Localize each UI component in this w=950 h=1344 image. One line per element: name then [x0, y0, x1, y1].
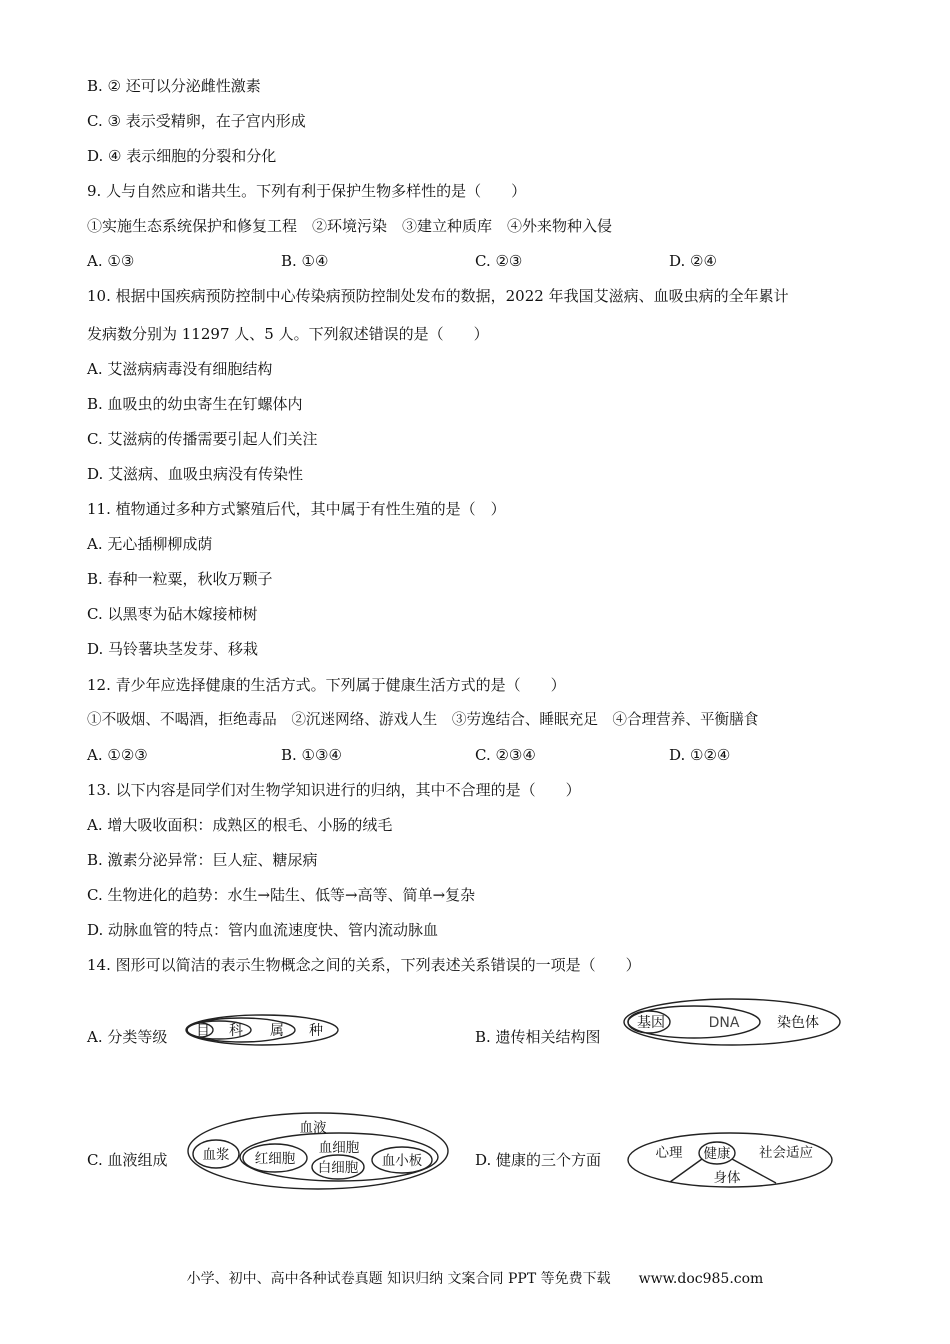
diagram-b-genetics — [622, 996, 844, 1048]
diagram-a-label: A. 分类等级 — [87, 1028, 168, 1046]
q11-option-c: C. 以黑枣为砧木嫁接柿树 — [87, 605, 258, 623]
q9-option-b: B. ①④ — [281, 252, 329, 270]
q12-option-a: A. ①②③ — [87, 746, 148, 764]
diagram-c-blood — [186, 1110, 450, 1192]
word-shu: 属 — [270, 1023, 284, 1039]
diagram-a-taxonomy — [185, 1010, 345, 1050]
word-plasma: 血浆 — [202, 1147, 230, 1163]
q8-option-b: B. ② 还可以分泌雌性激素 — [87, 77, 261, 95]
q10-option-a: A. 艾滋病病毒没有细胞结构 — [87, 360, 273, 378]
word-blood: 血液 — [299, 1120, 327, 1136]
word-dna: DNA — [708, 1015, 740, 1031]
q13-stem: 13. 以下内容是同学们对生物学知识进行的归纳，其中不合理的是（ ） — [87, 781, 581, 799]
q9-option-d: D. ②④ — [669, 252, 717, 270]
q10-option-c: C. 艾滋病的传播需要引起人们关注 — [87, 430, 318, 448]
q10-option-b: B. 血吸虫的幼虫寄生在钉螺体内 — [87, 395, 303, 413]
word-gene: 基因 — [637, 1015, 665, 1031]
q10-option-d: D. 艾滋病、血吸虫病没有传染性 — [87, 465, 304, 483]
word-mu: 目 — [196, 1023, 210, 1039]
q10-stem-line2: 发病数分别为 11297 人、5 人。下列叙述错误的是（ ） — [87, 325, 489, 343]
q12-option-c: C. ②③④ — [475, 746, 536, 764]
word-health: 健康 — [703, 1146, 731, 1162]
q13-option-c: C. 生物进化的趋势：水生→陆生、低等→高等、简单→复杂 — [87, 886, 476, 904]
diagram-b-label: B. 遗传相关结构图 — [475, 1028, 601, 1046]
q10-stem-line1: 10. 根据中国疾病预防控制中心传染病预防控制处发布的数据，2022 年我国艾滋病、血吸虫病的全年累计 — [87, 287, 789, 305]
word-platelet: 血小板 — [381, 1153, 423, 1169]
q8-option-d: D. ④ 表示细胞的分裂和分化 — [87, 147, 277, 165]
diagram-d-label: D. 健康的三个方面 — [475, 1151, 602, 1169]
q8-option-c: C. ③ 表示受精卵，在子宫内形成 — [87, 112, 306, 130]
q12-statements: ①不吸烟、不喝酒，拒绝毒品 ②沉迷网络、游戏人生 ③劳逸结合、睡眠充足 ④合理营养、平衡膳食 — [87, 711, 759, 728]
q11-stem: 11. 植物通过多种方式繁殖后代，其中属于有性生殖的是（ ） — [87, 500, 506, 518]
q12-stem: 12. 青少年应选择健康的生活方式。下列属于健康生活方式的是（ ） — [87, 676, 566, 694]
q11-option-a: A. 无心插柳柳成荫 — [87, 535, 213, 553]
word-ke: 科 — [229, 1023, 243, 1039]
word-rbc: 红细胞 — [254, 1151, 296, 1167]
word-blood-cells: 血细胞 — [318, 1140, 360, 1156]
word-body: 身体 — [713, 1170, 741, 1186]
diagram-c-label: C. 血液组成 — [87, 1151, 168, 1169]
word-social: 社会适应 — [759, 1145, 813, 1161]
q9-option-c: C. ②③ — [475, 252, 523, 270]
q9-option-a: A. ①③ — [87, 252, 135, 270]
q14-stem: 14. 图形可以简洁的表示生物概念之间的关系，下列表述关系错误的一项是（ ） — [87, 956, 641, 974]
q13-option-b: B. 激素分泌异常：巨人症、糖尿病 — [87, 851, 318, 869]
q9-statements: ①实施生态系统保护和修复工程 ②环境污染 ③建立种质库 ④外来物种入侵 — [87, 217, 613, 235]
word-chromosome: 染色体 — [777, 1015, 819, 1031]
q13-option-d: D. 动脉血管的特点：管内血流速度快、管内流动脉血 — [87, 921, 439, 939]
q12-option-b: B. ①③④ — [281, 746, 342, 764]
diagram-d-health — [626, 1130, 834, 1190]
q9-stem: 9. 人与自然应和谐共生。下列有利于保护生物多样性的是（ ） — [87, 182, 527, 200]
word-mental: 心理 — [655, 1145, 683, 1161]
q13-option-a: A. 增大吸收面积：成熟区的根毛、小肠的绒毛 — [87, 816, 393, 834]
q12-option-d: D. ①②④ — [669, 746, 731, 764]
word-wbc: 白细胞 — [317, 1160, 359, 1176]
page-footer: 小学、初中、高中各种试卷真题 知识归纳 文案合同 PPT 等免费下载 www.doc985.com — [186, 1271, 764, 1287]
q11-option-d: D. 马铃薯块茎发芽、移栽 — [87, 640, 259, 658]
word-zhong: 种 — [309, 1023, 323, 1039]
q11-option-b: B. 春种一粒粟，秋收万颗子 — [87, 570, 273, 588]
